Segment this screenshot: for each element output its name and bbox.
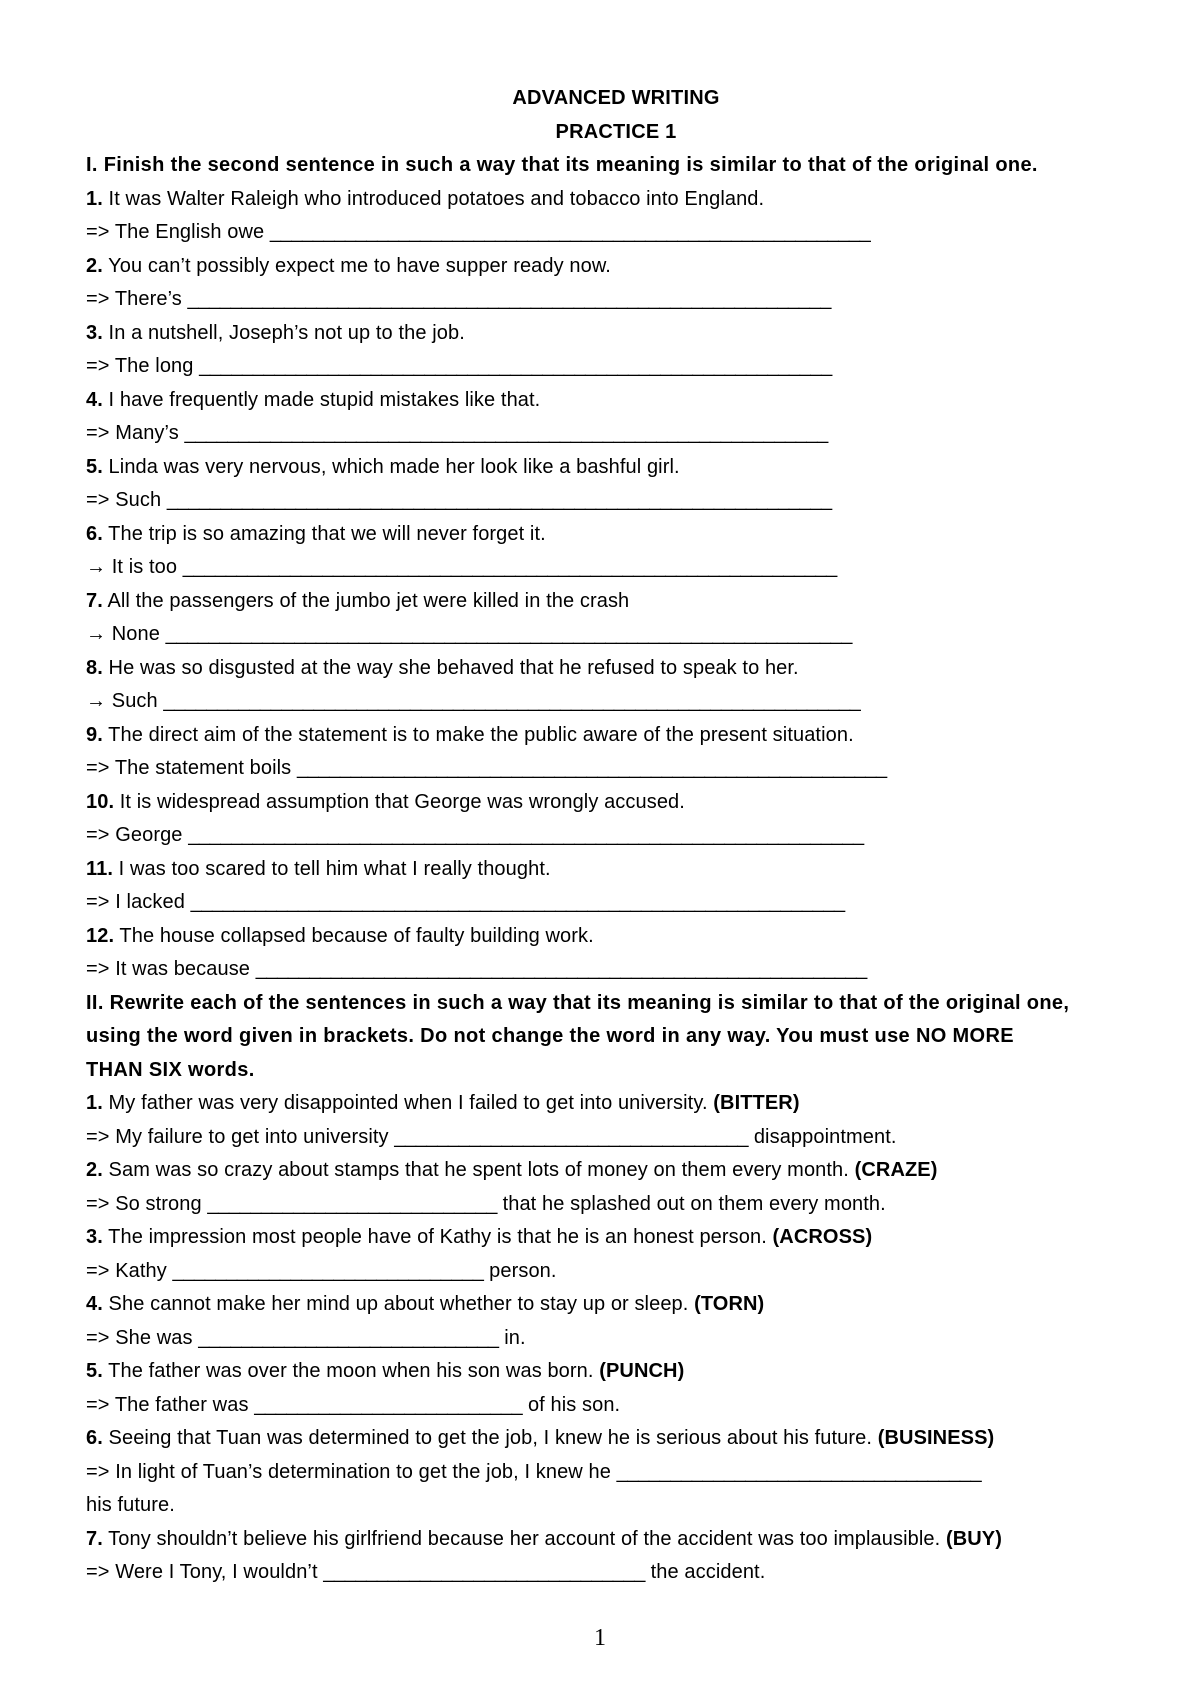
answer-line bbox=[86, 350, 1146, 384]
answer-prompt: → It is too bbox=[86, 556, 183, 578]
answer-line bbox=[86, 752, 1146, 786]
exercise-question bbox=[86, 786, 1146, 820]
question-text: All the passengers of the jumbo jet were killed in the crash bbox=[102, 589, 630, 612]
question-text: I was too scared to tell him what I really thought. bbox=[113, 857, 551, 880]
answer-ending: the accident. bbox=[644, 1561, 766, 1583]
question-number: 4. bbox=[86, 388, 103, 411]
answer-blank: ______________________________________________________________ bbox=[166, 489, 832, 511]
answer-prompt: → None bbox=[86, 623, 166, 645]
question-text: Sam was so crazy about stamps that he spent lots of money on them every month. bbox=[102, 1159, 855, 1181]
question-text: In a nutshell, Joseph’s not up to the job. bbox=[102, 321, 465, 344]
answer-prompt: => Were I Tony, I wouldn’t bbox=[86, 1561, 324, 1583]
answer-prompt: → Such bbox=[86, 690, 164, 712]
question-number: 5. bbox=[86, 455, 103, 478]
exercise-question bbox=[86, 518, 1146, 552]
answer-line bbox=[86, 1121, 1146, 1155]
answer-line bbox=[86, 819, 1146, 853]
question-number: 11. bbox=[86, 857, 113, 880]
question-text: The trip is so amazing that we will never forget it. bbox=[102, 522, 546, 545]
answer-ending: person. bbox=[483, 1259, 557, 1282]
exercise-question bbox=[86, 1355, 1146, 1389]
answer-ending: in. bbox=[498, 1326, 526, 1349]
answer-line bbox=[86, 1556, 1146, 1590]
answer-ending: disappointment. bbox=[748, 1125, 897, 1148]
question-number: 1. bbox=[86, 1092, 103, 1114]
answer-blank: _________________________________________________________ bbox=[255, 958, 867, 980]
answer-prompt: => The long bbox=[86, 355, 200, 377]
section-2-instruction-line: II. Rewrite each of the sentences in such a way that its meaning is similar to that of the original one, bbox=[86, 991, 1070, 1014]
answer-blank: ____________________________________________________________ bbox=[184, 422, 828, 444]
answer-line bbox=[86, 1389, 1146, 1423]
question-text: The direct aim of the statement is to make the public aware of the present situation. bbox=[102, 723, 854, 746]
answer-line bbox=[86, 484, 1146, 518]
question-number: 6. bbox=[86, 522, 103, 545]
answer-blank: ____________________________________________________________ bbox=[187, 288, 831, 310]
answer-prompt: => Many’s bbox=[86, 422, 185, 444]
answer-prompt: => My failure to get into university bbox=[86, 1125, 395, 1148]
keyword-hint: (PUNCH) bbox=[599, 1360, 685, 1382]
question-text: The father was over the moon when his son was born. bbox=[102, 1360, 600, 1382]
answer-blank: _____________________________ bbox=[172, 1259, 484, 1282]
keyword-hint: (BUY) bbox=[945, 1527, 1002, 1550]
answer-blank: _________________________________________________________________ bbox=[163, 690, 861, 712]
question-number: 8. bbox=[86, 656, 103, 679]
answer-prompt: => The English owe bbox=[86, 221, 270, 243]
question-number: 2. bbox=[86, 1159, 103, 1181]
exercise-question bbox=[86, 317, 1146, 351]
exercise-question bbox=[86, 1154, 1146, 1188]
answer-prompt: => George bbox=[86, 824, 189, 846]
exercise-question bbox=[86, 1523, 1146, 1557]
answer-blank: ___________________________ bbox=[207, 1192, 497, 1215]
answer-prompt: => It was because bbox=[86, 958, 256, 980]
answer-blank: _______________________________________________________ bbox=[296, 757, 887, 779]
question-number: 9. bbox=[86, 723, 103, 746]
answer-prompt: => So strong bbox=[86, 1192, 208, 1215]
question-number: 12. bbox=[86, 924, 115, 947]
answer-ending: of his son. bbox=[522, 1393, 621, 1416]
answer-line bbox=[86, 283, 1146, 317]
question-number: 1. bbox=[86, 187, 103, 210]
exercise-question bbox=[86, 920, 1146, 954]
question-text: Linda was very nervous, which made her look like a bashful girl. bbox=[102, 455, 680, 478]
answer-prompt: => She was bbox=[86, 1326, 199, 1349]
answer-prompt: => The statement boils bbox=[86, 757, 297, 779]
page-number: 1 bbox=[594, 1625, 606, 1651]
document-title: ADVANCED WRITING bbox=[512, 87, 720, 109]
answer-line bbox=[86, 1188, 1146, 1222]
keyword-hint: (CRAZE) bbox=[854, 1159, 938, 1181]
exercise-question bbox=[86, 1087, 1146, 1121]
answer-blank: ______________________________ bbox=[323, 1561, 645, 1583]
answer-continuation: his future. bbox=[86, 1494, 175, 1516]
exercise-question bbox=[86, 719, 1146, 753]
answer-blank: _________________________________ bbox=[394, 1125, 749, 1148]
keyword-hint: (ACROSS) bbox=[772, 1226, 873, 1248]
section-1-exercises bbox=[86, 183, 1146, 987]
exercise-question bbox=[86, 652, 1146, 686]
answer-blank: _______________________________________________________________ bbox=[188, 824, 864, 846]
question-number: 10. bbox=[86, 790, 115, 813]
answer-blank: ________________________________________________________ bbox=[269, 221, 871, 243]
question-text: You can’t possibly expect me to have supper ready now. bbox=[102, 254, 611, 277]
section-2-instruction-line: using the word given in brackets. Do not change the word in any way. You must use NO MORE bbox=[86, 1025, 1014, 1047]
exercise-question bbox=[86, 1422, 1146, 1456]
keyword-hint: (TORN) bbox=[694, 1293, 765, 1315]
answer-ending: that he splashed out on them every month. bbox=[496, 1192, 886, 1215]
exercise-question bbox=[86, 585, 1146, 619]
question-text: He was so disgusted at the way she behaved that he refused to speak to her. bbox=[102, 656, 799, 679]
question-number: 3. bbox=[86, 321, 103, 344]
answer-prompt: => In light of Tuan’s determination to get the job, I knew he bbox=[86, 1460, 617, 1483]
question-text: The impression most people have of Kathy is that he is an honest person. bbox=[102, 1226, 773, 1248]
answer-blank: _____________________________________________________________ bbox=[190, 891, 845, 913]
answer-blank: __________________________________ bbox=[616, 1460, 982, 1483]
question-number: 7. bbox=[86, 589, 103, 612]
answer-line bbox=[86, 886, 1146, 920]
answer-prompt: => Kathy bbox=[86, 1259, 173, 1282]
answer-line bbox=[86, 417, 1146, 451]
answer-line bbox=[86, 953, 1146, 987]
answer-line bbox=[86, 216, 1146, 250]
question-text: She cannot make her mind up about whether to stay up or sleep. bbox=[102, 1293, 695, 1315]
exercise-question bbox=[86, 1221, 1146, 1255]
question-text: I have frequently made stupid mistakes like that. bbox=[102, 388, 541, 411]
answer-line bbox=[86, 685, 1146, 719]
answer-blank: ____________________________ bbox=[198, 1326, 499, 1349]
question-text: Seeing that Tuan was determined to get the job, I knew he is serious about his future. bbox=[102, 1427, 878, 1449]
answer-blank: _________________________ bbox=[254, 1393, 523, 1416]
section-1-instruction: I. Finish the second sentence in such a way that its meaning is similar to that of the original one. bbox=[86, 154, 1038, 176]
answer-blank: _____________________________________________________________ bbox=[182, 556, 837, 578]
section-2-exercises bbox=[86, 1087, 1146, 1590]
answer-line bbox=[86, 551, 1146, 585]
exercise-question bbox=[86, 250, 1146, 284]
exercise-question bbox=[86, 451, 1146, 485]
exercise-question bbox=[86, 1288, 1146, 1322]
answer-line bbox=[86, 1456, 1146, 1490]
answer-line bbox=[86, 1322, 1146, 1356]
answer-prompt: => The father was bbox=[86, 1393, 255, 1416]
question-number: 3. bbox=[86, 1226, 103, 1248]
exercise-question bbox=[86, 183, 1146, 217]
question-text: My father was very disappointed when I failed to get into university. bbox=[102, 1092, 714, 1114]
question-number: 5. bbox=[86, 1360, 103, 1382]
answer-line bbox=[86, 1255, 1146, 1289]
section-2-instruction-line: THAN SIX words. bbox=[86, 1058, 255, 1081]
keyword-hint: (BUSINESS) bbox=[877, 1427, 995, 1449]
question-text: It is widespread assumption that George was wrongly accused. bbox=[114, 790, 685, 813]
exercise-question bbox=[86, 384, 1146, 418]
worksheet-content bbox=[86, 82, 1146, 1590]
question-number: 2. bbox=[86, 254, 103, 277]
answer-prompt: => Such bbox=[86, 489, 167, 511]
question-text: The house collapsed because of faulty building work. bbox=[114, 924, 594, 947]
answer-blank: ___________________________________________________________ bbox=[199, 355, 832, 377]
question-number: 4. bbox=[86, 1293, 103, 1315]
question-number: 6. bbox=[86, 1427, 103, 1449]
keyword-hint: (BITTER) bbox=[713, 1092, 800, 1114]
answer-prompt: => There’s bbox=[86, 288, 188, 310]
answer-prompt: => I lacked bbox=[86, 891, 191, 913]
answer-line bbox=[86, 618, 1146, 652]
question-number: 7. bbox=[86, 1527, 103, 1550]
exercise-question bbox=[86, 853, 1146, 887]
answer-blank: ________________________________________________________________ bbox=[165, 623, 852, 645]
question-text: It was Walter Raleigh who introduced potatoes and tobacco into England. bbox=[102, 187, 765, 210]
question-text: Tony shouldn’t believe his girlfriend because her account of the accident was too implausible. bbox=[102, 1527, 946, 1550]
document-subtitle: PRACTICE 1 bbox=[555, 120, 677, 143]
